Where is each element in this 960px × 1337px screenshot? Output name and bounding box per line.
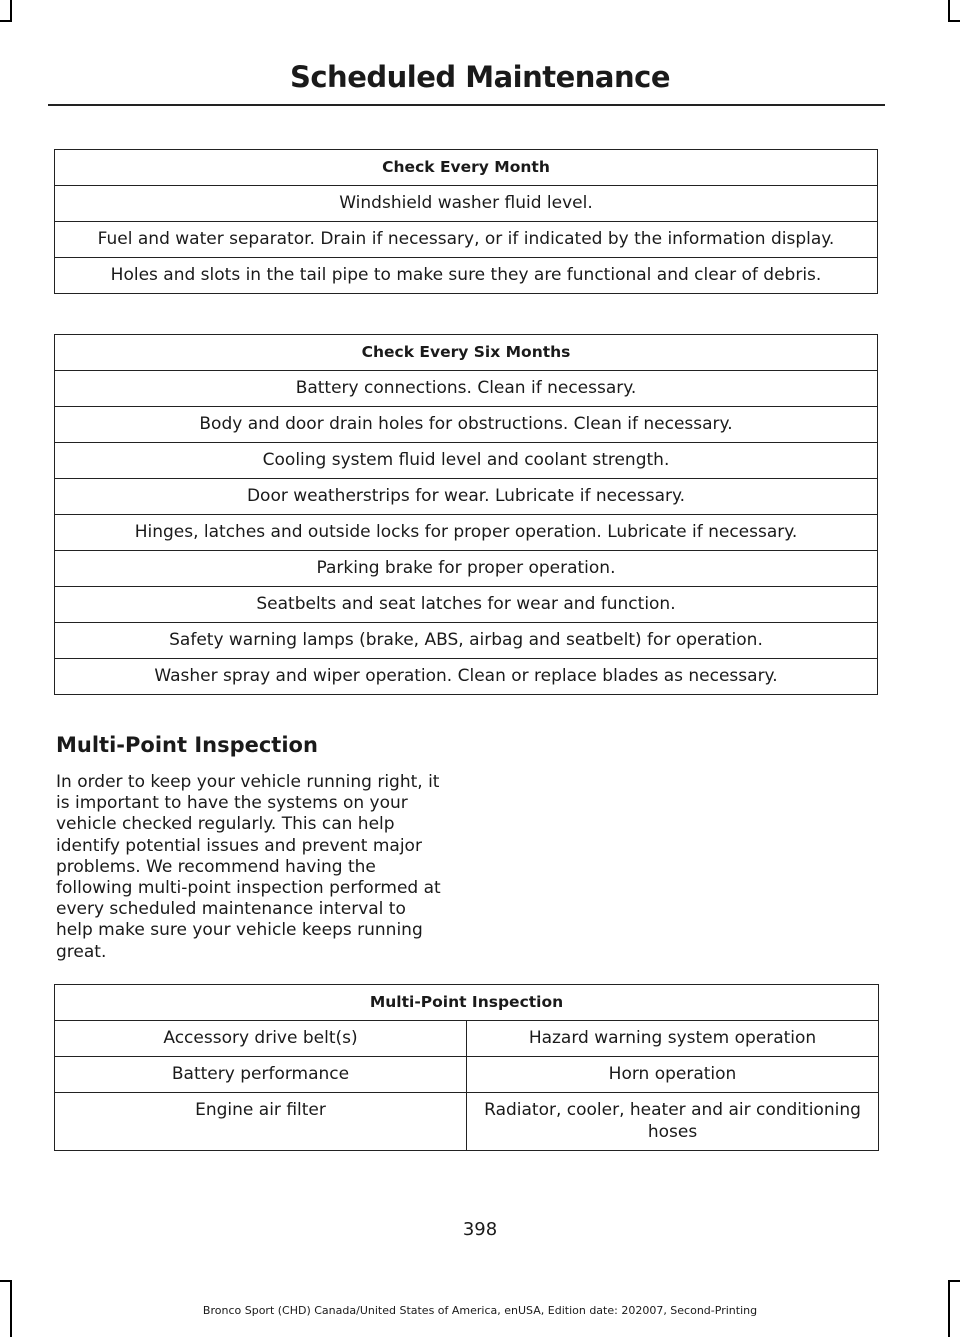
table-cell: Windshield washer fluid level. xyxy=(55,186,878,222)
table-row xyxy=(55,371,878,407)
table-cell: Battery connections. Clean if necessary. xyxy=(55,371,878,407)
table-row xyxy=(55,1021,879,1057)
table-cell: Door weatherstrips for wear. Lubricate if necessary. xyxy=(55,479,878,515)
crop-mark xyxy=(948,1280,960,1282)
section-heading: Multi-Point Inspection xyxy=(56,733,318,757)
intro-paragraph: In order to keep your vehicle running right, it is important to have the systems on your vehicle checked regularly. This can help identify potential issues and prevent major problems. We recommend having the following multi-point inspection performed at every scheduled maintenance interval to help make sure your vehicle keeps running great. xyxy=(56,772,441,962)
table-row xyxy=(55,186,878,222)
page-number: 398 xyxy=(462,1219,498,1240)
footer-edition-line: Bronco Sport (CHD) Canada/United States of America, enUSA, Edition date: 202007, Second-Printing xyxy=(202,1304,758,1317)
table-row xyxy=(55,443,878,479)
multi-point-inspection-table xyxy=(54,984,879,1151)
table-cell: Hinges, latches and outside locks for proper operation. Lubricate if necessary. xyxy=(55,515,878,551)
table-cell: Washer spray and wiper operation. Clean or replace blades as necessary. xyxy=(55,659,878,695)
table-row xyxy=(55,659,878,695)
table-cell: Body and door drain holes for obstructions. Clean if necessary. xyxy=(55,407,878,443)
table-header-row xyxy=(55,985,879,1021)
table-row xyxy=(55,623,878,659)
table-cell: Holes and slots in the tail pipe to make sure they are functional and clear of debris. xyxy=(55,258,878,294)
table-heading: Check Every Month xyxy=(55,150,878,186)
title-divider xyxy=(48,104,885,106)
table-cell: Accessory drive belt(s) xyxy=(55,1021,467,1057)
table-cell: Fuel and water separator. Drain if necessary, or if indicated by the information display. xyxy=(55,222,878,258)
table-cell: Radiator, cooler, heater and air conditioning hoses xyxy=(467,1093,879,1151)
table-row xyxy=(55,551,878,587)
table-cell: Engine air filter xyxy=(55,1093,467,1151)
table-cell: Safety warning lamps (brake, ABS, airbag and seatbelt) for operation. xyxy=(55,623,878,659)
table-cell: Cooling system fluid level and coolant strength. xyxy=(55,443,878,479)
table-row xyxy=(55,1093,879,1151)
crop-mark xyxy=(948,20,960,22)
table-cell: Horn operation xyxy=(467,1057,879,1093)
page-title: Scheduled Maintenance xyxy=(289,60,671,94)
table-row xyxy=(55,1057,879,1093)
table-header-row xyxy=(55,150,878,186)
table-row xyxy=(55,258,878,294)
table-cell: Parking brake for proper operation. xyxy=(55,551,878,587)
table-row xyxy=(55,479,878,515)
table-cell: Hazard warning system operation xyxy=(467,1021,879,1057)
table-cell: Battery performance xyxy=(55,1057,467,1093)
table-header-row xyxy=(55,335,878,371)
table-row xyxy=(55,587,878,623)
table-heading: Check Every Six Months xyxy=(55,335,878,371)
crop-mark xyxy=(948,0,950,22)
table-row xyxy=(55,515,878,551)
check-every-six-months-table xyxy=(54,334,878,695)
crop-mark xyxy=(0,20,12,22)
table-cell: Seatbelts and seat latches for wear and function. xyxy=(55,587,878,623)
crop-mark xyxy=(0,1280,12,1282)
table-heading: Multi-Point Inspection xyxy=(55,985,879,1021)
table-row xyxy=(55,407,878,443)
table-row xyxy=(55,222,878,258)
check-every-month-table xyxy=(54,149,878,294)
crop-mark xyxy=(10,0,12,22)
